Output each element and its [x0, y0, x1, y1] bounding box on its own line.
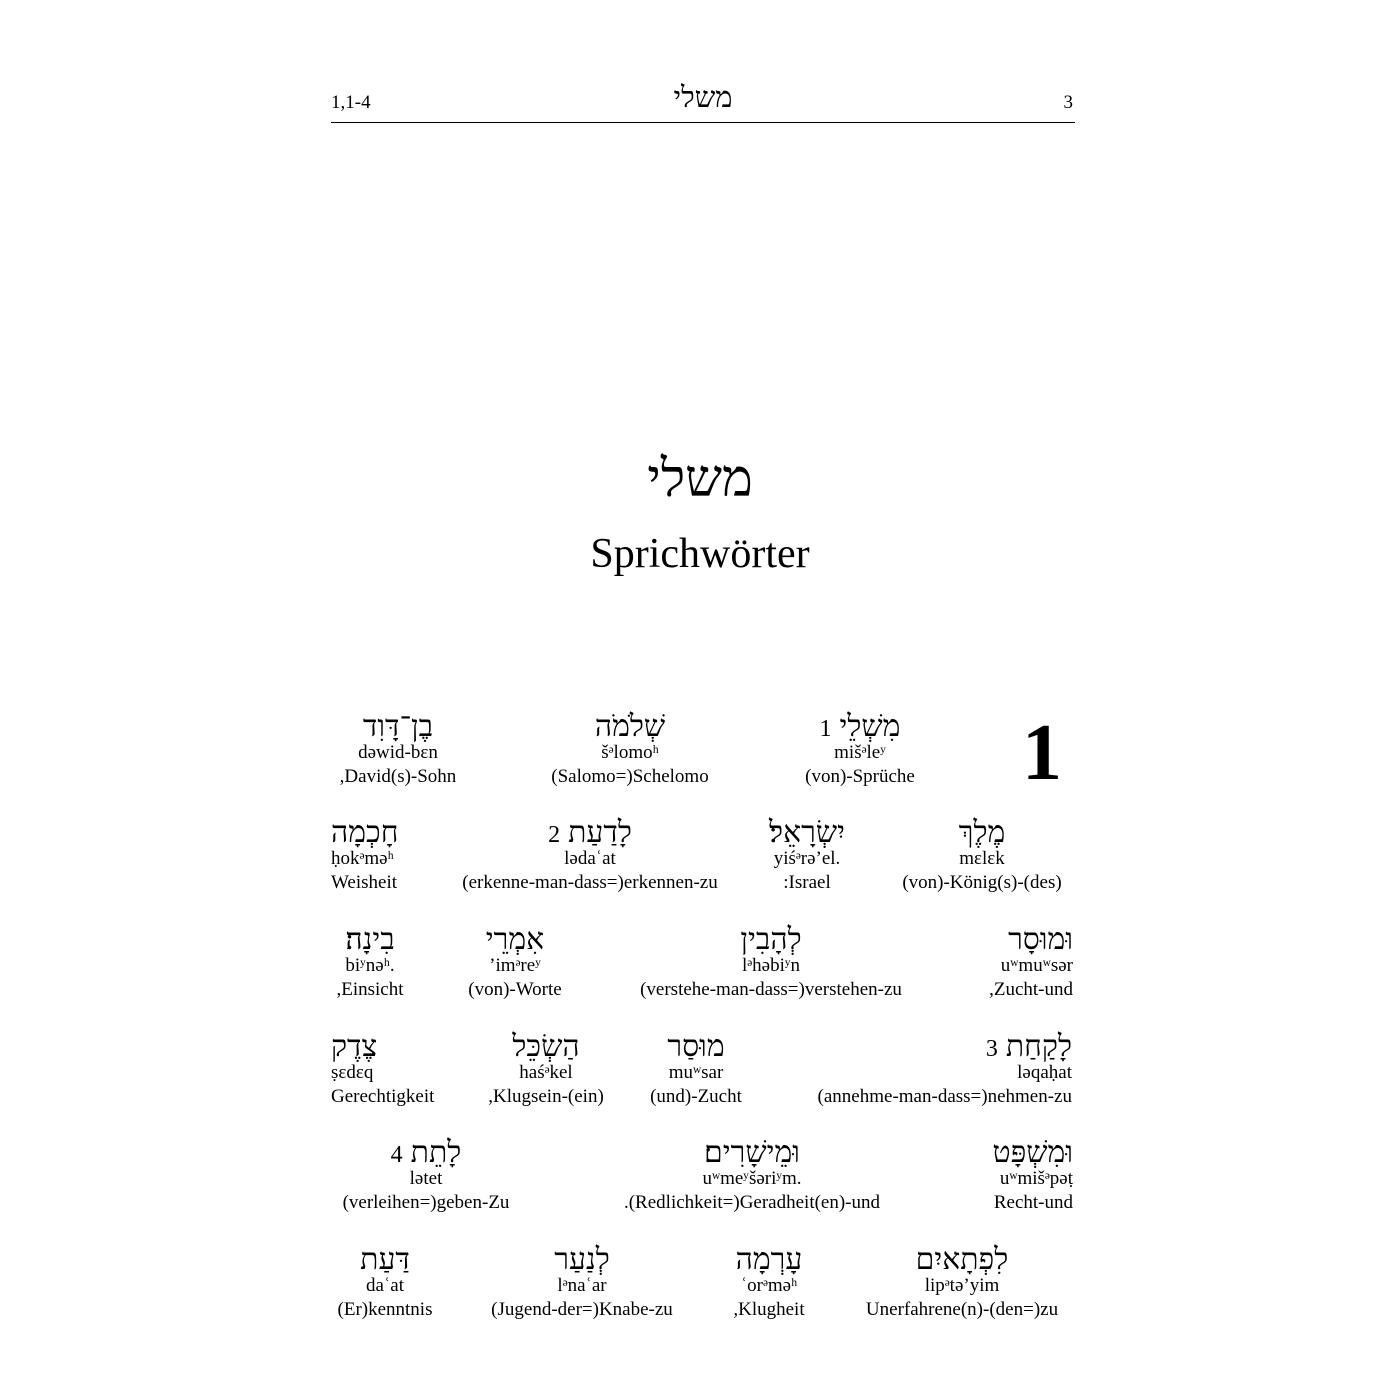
transliteration: ʿorᵊməʰ	[740, 1275, 798, 1296]
verse-number: 4	[390, 1142, 403, 1168]
hebrew-word: עָרְמָה	[735, 1243, 803, 1276]
transliteration: lᵊnaʿar	[557, 1275, 607, 1296]
hebrew-word: מוּסַר	[667, 1030, 725, 1063]
interlinear-word	[902, 818, 1061, 895]
transliteration: biʸnəʰ.	[345, 955, 395, 976]
german-gloss: (erkenne-man-dass=)erkennen-zu	[462, 872, 718, 893]
book-title-german: Sprichwörter	[590, 531, 810, 577]
hebrew-word: מִשְׁלֵי1	[819, 710, 901, 743]
hebrew-word: יִשְׂרָאֵל׃	[769, 816, 845, 849]
interlinear-word	[805, 712, 915, 789]
interlinear-word	[462, 818, 717, 895]
german-gloss: (und)-Zucht	[650, 1086, 742, 1107]
book-title-hebrew: משלי	[647, 451, 753, 508]
transliteration: lətet	[409, 1168, 443, 1189]
verse-number: 1	[819, 716, 832, 742]
hebrew-word: לְהָבִין	[740, 923, 802, 956]
hebrew-word: אִמְרֵי	[485, 923, 545, 956]
transliteration: uʷmuʷsər	[1000, 955, 1073, 976]
hebrew-word: שְׁלֹמֹה	[594, 710, 666, 743]
hebrew-word: הַשְׂכֵּל	[512, 1030, 580, 1063]
transliteration: yiśᵊrəʼel.	[773, 848, 841, 869]
interlinear-word	[331, 1032, 434, 1109]
german-gloss: (Jugend-der=)Knabe-zu	[491, 1299, 673, 1320]
german-gloss: :Israel	[783, 872, 831, 893]
german-gloss: .(Redlichkeit=)Geradheit(en)-und	[623, 1192, 881, 1213]
german-gloss: Gerechtigkeit	[331, 1086, 435, 1107]
german-gloss: ,Klugheit	[733, 1299, 805, 1320]
german-gloss: (von)-König(s)-(des)	[902, 872, 1062, 893]
transliteration: haśᵊkel	[519, 1062, 573, 1083]
hebrew-word: דַּעַת	[360, 1243, 410, 1276]
verse-number: 2	[548, 822, 561, 848]
transliteration: dəwid-bɛn	[358, 742, 438, 763]
transliteration: uʷmišᵊpəṭ	[999, 1168, 1073, 1189]
hebrew-word: וּמוּסָר	[1008, 923, 1073, 956]
transliteration: šᵊlomoʰ	[601, 742, 659, 763]
transliteration: daʿat	[366, 1275, 404, 1296]
transliteration: mɛlɛk	[959, 848, 1005, 869]
german-gloss: (Er)kenntnis	[337, 1299, 433, 1320]
transliteration: ʼimᵊreʸ	[489, 955, 541, 976]
german-gloss: (verstehe-man-dass=)verstehen-zu	[640, 979, 902, 1000]
interlinear-word	[769, 818, 845, 895]
interlinear-word	[488, 1032, 604, 1109]
transliteration: lipᵊtəʼyim	[924, 1275, 1000, 1296]
hebrew-word: לָקַחַת3	[985, 1030, 1072, 1063]
verse-number: 3	[985, 1036, 998, 1062]
transliteration: mišᵊleʸ	[834, 742, 886, 763]
hebrew-word: לָדַעַת2	[548, 816, 632, 849]
german-gloss: ,Zucht-und	[989, 979, 1073, 1000]
interlinear-word	[331, 818, 398, 895]
hebrew-word: צֶדֶק	[331, 1030, 378, 1063]
transliteration: muʷsar	[668, 1062, 724, 1083]
transliteration: lədaʿat	[564, 848, 616, 869]
transliteration: ḥokᵊməʰ	[331, 848, 394, 869]
page-number: 3	[1063, 92, 1073, 113]
hebrew-word: וּמֵישָׁרִים׃	[704, 1136, 800, 1169]
hebrew-word: לָתֵת4	[390, 1136, 462, 1169]
german-gloss: ,David(s)-Sohn	[339, 766, 457, 787]
interlinear-word	[338, 1245, 433, 1322]
transliteration: lᵊhəbiʸn	[741, 955, 801, 976]
german-gloss: Unerfahrene(n)-(den=)zu	[865, 1299, 1059, 1320]
interlinear-word	[551, 712, 708, 789]
interlinear-word	[624, 1138, 880, 1215]
hebrew-word: חָכְמָה	[331, 816, 399, 849]
german-gloss: (von)-Sprüche	[805, 766, 915, 787]
hebrew-word: לִפְתָאיִם	[915, 1243, 1009, 1276]
transliteration: ṣɛdɛq	[331, 1062, 374, 1083]
interlinear-word	[992, 1138, 1073, 1215]
interlinear-word	[336, 925, 403, 1002]
transliteration: ləqaḥat	[1017, 1062, 1072, 1083]
interlinear-word	[468, 925, 561, 1002]
interlinear-word	[491, 1245, 673, 1322]
running-title: משלי	[673, 82, 733, 114]
interlinear-word	[733, 1245, 804, 1322]
german-gloss: (Salomo=)Schelomo	[551, 766, 709, 787]
hebrew-word: לְנַעַר	[554, 1243, 610, 1276]
hebrew-word: בֶן־דָּוִד	[362, 710, 434, 743]
german-gloss: Recht-und	[993, 1192, 1073, 1213]
german-gloss: ,Einsicht	[336, 979, 404, 1000]
interlinear-word	[640, 925, 902, 1002]
hebrew-word: וּמִשְׁפָּט	[992, 1136, 1073, 1169]
page-header	[331, 82, 1075, 123]
interlinear-word	[866, 1245, 1058, 1322]
german-gloss: Weisheit	[331, 872, 398, 893]
chapter-verse-reference: 1,1-4	[331, 92, 371, 113]
hebrew-word: בִינָה׃	[345, 923, 395, 956]
chapter-number: 1	[1022, 709, 1062, 797]
german-gloss: (verleihen=)geben-Zu	[342, 1192, 510, 1213]
german-gloss: ,Klugsein-(ein)	[488, 1086, 604, 1107]
interlinear-word	[343, 1138, 510, 1215]
german-gloss: (annehme-man-dass=)nehmen-zu	[817, 1086, 1072, 1107]
interlinear-word	[989, 925, 1073, 1002]
transliteration: uʷmeʸšəriʸm.	[702, 1168, 802, 1189]
interlinear-word	[340, 712, 457, 789]
german-gloss: (von)-Worte	[468, 979, 562, 1000]
interlinear-word	[650, 1032, 742, 1109]
interlinear-word	[818, 1032, 1072, 1109]
hebrew-word: מֶלֶךְ	[958, 816, 1006, 849]
